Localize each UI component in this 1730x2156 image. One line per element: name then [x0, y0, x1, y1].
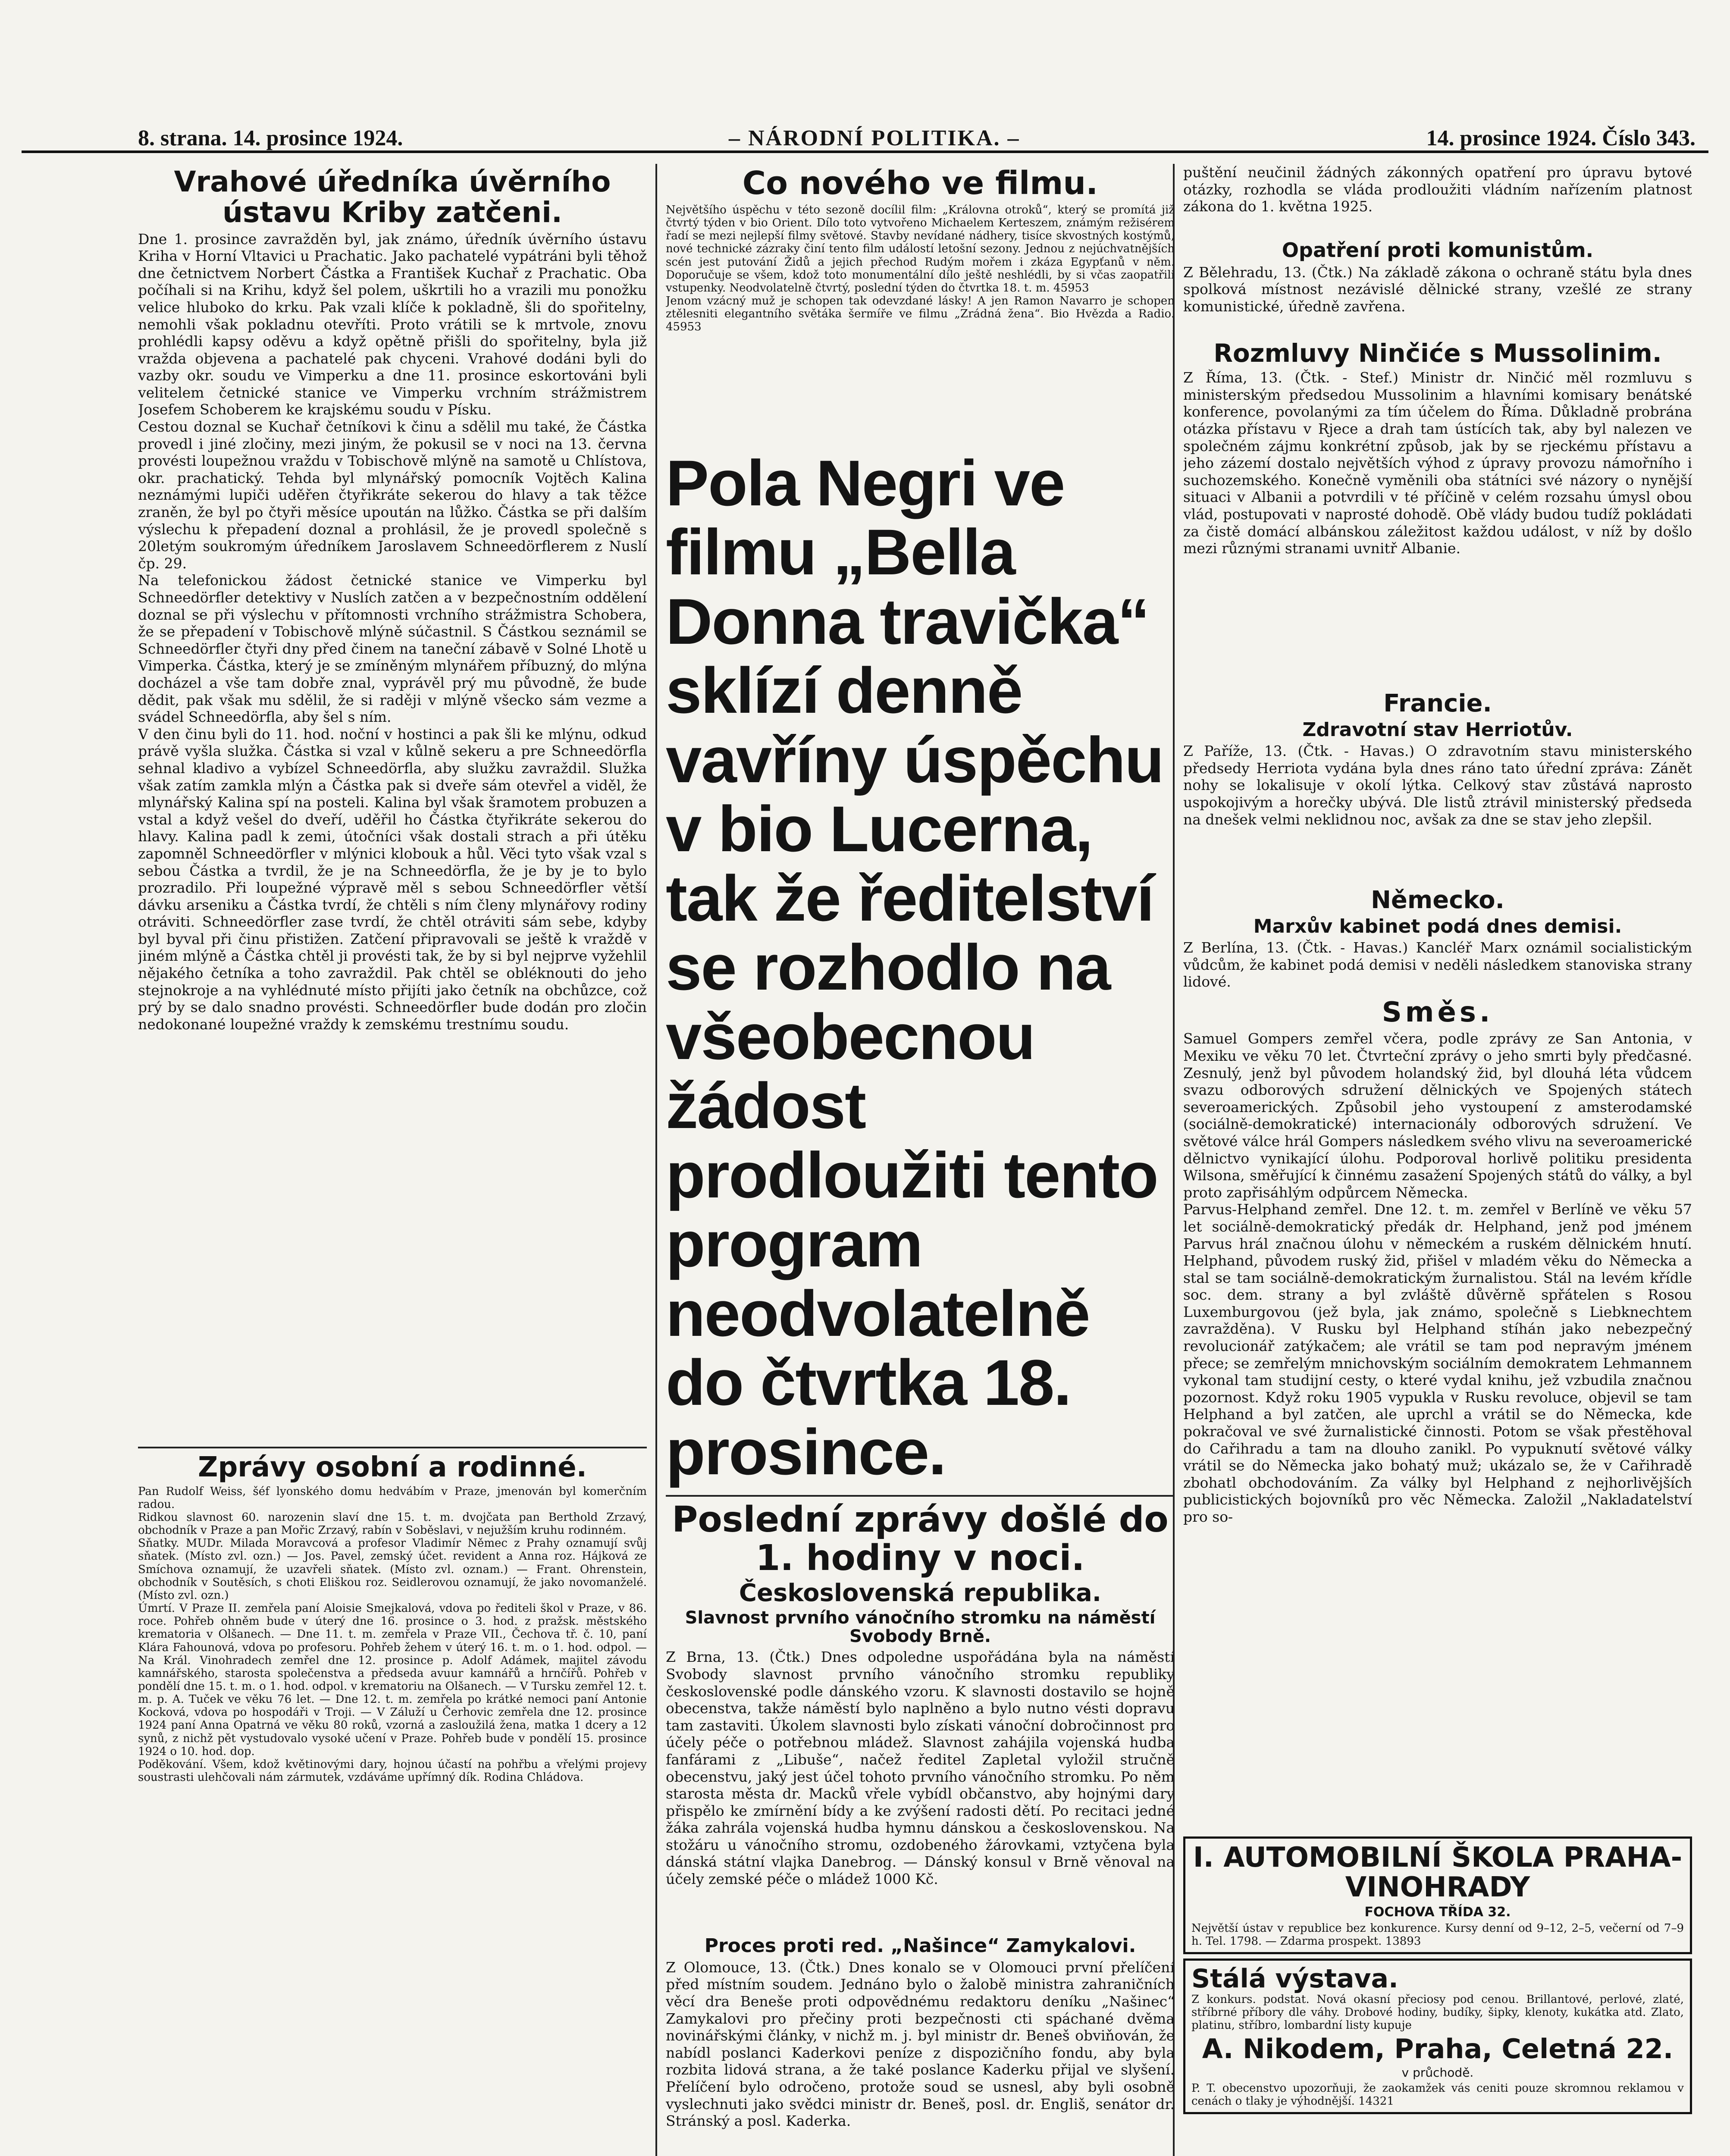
article-housing-cont: puštění neučinil žádných zákonných opatření pro úpravu bytové otázky, rozhodla se vláda prodloužiti vládním nařízením platnost zákona do 1. května 1925.: [1183, 164, 1692, 215]
nikodem-name: A. Nikodem, Praha, Celetná 22.: [1202, 2033, 1674, 2065]
article-marx: Z Berlína, 13. (Čtk. - Havas.) Kancléř Marx oznámil socialistickým vůdcům, že kabinet podá demisi v neděli následkem stanoviska strany lidové.: [1183, 939, 1692, 990]
page-header: [22, 110, 1708, 157]
newspaper-page: [22, 17, 1708, 2156]
article-communists: Z Bělehradu, 13. (Čtk.) Na základě zákona o ochraně státu byla dnes spolková místnost nezávislé dělnické strany, vzešlé ze strany komunistické, úředně zavřena.: [1183, 263, 1692, 315]
column-3: [1173, 164, 1692, 2156]
driving-school-address: FOCHOVA TŘÍDA 32.: [1364, 1904, 1511, 1920]
headline-communists: Opatření proti komunistům.: [1282, 238, 1594, 262]
headline-personal: Zprávy osobní a rodinné.: [198, 1451, 587, 1483]
exhibition-ad: [1183, 1959, 1692, 2114]
article-nincic: Z Říma, 13. (Čtk. - Stef.) Ministr dr. Ninčić měl rozmluvu s ministerským předsedou Mussolinim a hlavními komisary benátské konference, povolanými za tím účelem do Říma. Důkladně probrána otázka přístavu v Rjece a drah tam ústících tak, aby byl nalezen ve společném zájmu konkrétní způsob, jak by se rjeckému přístavu a jeho zázemí dostalo největších výhod z úpravy provozu námořního i suchozemského. Konečně vyměnili oba státníci své názory o nynější situaci v Albanii a potvrdili v té příčině v celém rozsahu úmysl obou vlád, postupovati v naprosté dohodě. Obě vlády budou tudíž pokládati za čistě domácí albánskou záležitost každou událost, v níž by došlo mezi různými stranami uvnitř Albanie.: [1183, 369, 1692, 557]
header-left: 8. strana. 14. prosince 1924.: [138, 126, 403, 150]
section-czechoslovakia: Československá republika.: [739, 1579, 1102, 1607]
header-title: – NÁRODNÍ POLITIKA. –: [729, 126, 1020, 150]
headline-film: Co nového ve filmu.: [742, 165, 1098, 202]
article-personal: Pan Rudolf Weiss, šéf lyonského domu hedvábím v Praze, jmenován byl komerčním radou. Ridkou slavnost 60. narozenin slaví dne 15. t. m. dvojčata pan Berthold Zrzavý, obchodník v Praze a pan Mořic Zrzavý, rabín v Soběslavi, v nejužším kruhu rodinném. Sňatky. MUDr. Milada Moravcová a profesor Vladimír Němec z Prahy oznamují svůj sňatek. (Místo zvl. ozn.) — Jos. Pavel, zemský účet. revident a Anna roz. Hájková ze Smíchova oznamují, že uzavřeli sňatek. (Místo zvl. oznam.) — Frant. Ohrenstein, obchodník v Soutěsích, s choti Eliškou roz. Seidlerovou oznamují, že jako novomanželé. (Místo zvl. ozn.) Úmrtí. V Praze II. zemřela paní Aloisie Smejkalová, vdova po řediteli škol v Praze, v 86. roce. Pohřeb ohněm bude v úterý dne 16. prosince o 3. hod. z pražsk. městského krematoria v Olšanech. — Dne 11. t. m. zemřela v Praze VII., Čechova tř. č. 10, paní Klára Fahounová, vdova po profesoru. Pohřeb žehem v úterý 16. t. m. o 1. hod. odpol. — Na Král. Vinohradech zemřel dne 12. prosince p. Adolf Adámek, majitel závodu kamnářského, starosta společenstva a předseda avuur kamnářů a hrnčířů. Pohřeb v pondělí dne 15. t. m. o 1. hod. odpol. v krematoriu na Olšanech. — V Tursku zemřel 12. t. m. p. A. Tuček ve věku 76 let. — Dne 12. t. m. zemřela po krátké nemoci paní Antonie Kocková, vdova po hospodáři v Troji. — V Záluží u Čerhovic zemřela dne 12. prosince 1924 paní Anna Opatrná ve věku 80 roků, vzorná a zasloužilá žena, matka 1 dcery a 12 synů, z nichž pět vystudovalo vysoké učení v Praze. Pohřeb bude v pondělí 15. prosince 1924 o 10. hod. dop. Poděkování. Všem, kdož květinovými dary, hojnou účastí na pohřbu a vřelými projevy soustrasti ulehčovali nám zármutek, vzdáváme upřímný dík. Rodina Chládova.: [138, 1485, 647, 1784]
article-herriot: Z Paříže, 13. (Čtk. - Havas.) O zdravotním stavu ministerského předsedy Herriota vydána byla dnes ráno tato úřední zpráva: Zánět nohy se lokalisuje v okolí lýtka. Celkový stav zůstává naprosto uspokojivým a horečky ubývá. Dle listů ztrávil ministerský předseda na dnešek velmi neklidnou noc, avšak za dne se stav jeho zlepšil.: [1183, 743, 1692, 828]
column-1: [138, 164, 647, 2156]
headline-murder: Vrahové úředníka úvěrního ústavu Kriby zatčeni.: [174, 165, 611, 229]
headline-herriot: Zdravotní stav Herriotův.: [1302, 718, 1573, 741]
driving-school-text: Největší ústav v republice bez konkurence. Kursy denní od 9–12, 2–5, večerní od 7–9 h. Tel. 1798. — Zdarma prospekt. 13893: [1191, 1921, 1684, 1948]
section-france: Francie.: [1383, 689, 1492, 718]
exhibition-text: Z konkurs. podstat. Nová okasní přeciosy pod cenou. Brillantové, perlové, zlaté, stříbrné příbory dle váhy. Drobové hodiny, budíky, šipky, klenoty, kukátka atd. Zlato, platinu, stříbro, lombardní listy kupuje: [1191, 1993, 1684, 2032]
headline-trial: Proces proti red. „Našince“ Zamykalovi.: [704, 1935, 1136, 1957]
headline-latest: Poslední zprávy došlé do 1. hodiny v noci.: [672, 1499, 1169, 1579]
header-right: 14. prosince 1924. Číslo 343.: [1426, 126, 1696, 150]
article-murder: Dne 1. prosince zavražděn byl, jak známo, úředník úvěrního ústavu Kriha v Horní Vltavici u Prachatic. Jako pachatelé vypátráni byli těhož dne četnictvem Norbert Částka a František Kuchař z Prachatic. Oba počíhali si na Krihu, když šel polem, uškrtili ho a vrazili mu ponožku velice hluboko do krku. Pak vzali klíče k pokladně, šli do spořitelny, nemohli však pokladnu otevříti. Proto vrátili se k mrtvole, znovu prohlédli kapsy oděvu a když opětně přišli do spořitelny, byla již vražda objevena a pachatelé pak chyceni. Vrahové dodáni byli do vazby okr. soudu ve Vimperku a dne 11. prosince eskortováni byli velitelem četnické stanice ve Vimperku vrchním strážmistrem Josefem Schoberem ke krajskému soudu v Písku. Cestou doznal se Kuchař četníkovi k činu a sdělil mu také, že Částka provedl i jiné zločiny, mezi jiným, že pokusil se v noci na 13. června provésti loupežnou vraždu v Tobischově mlýně na samotě u Chlístova, okr. prachatický. Tehda byl mlynářský pomocník Vojtěch Kalina neznámými lupiči uděřen čtyřikráte sekerou do hlavy a tak těžce zraněn, že byl po čtyři měsíce upoután na lůžko. Částka se při dalším výslechu k přepadení doznal a prohlásil, že je provedl společně s 20letým soukromým úředníkem Jaroslavem Schneedörflerem z Nuslí čp. 29. Na telefonickou žádost četnické stanice ve Vimperku byl Schneedörfler detektivy v Nuslích zatčen a v bezpečnostním oddělení doznal se při výslechu v přítomnosti vrchního strážmistra Schobera, že se přepadení v Tobischově mlýně súčastnil. S Částkou seznámil se Schneedörfler čtyři dny před činem na taneční zábavě v Solné Lhotě u Vimperka. Částka, který je se zmíněným mlynářem příbuzný, do mlýna docházel a vše tam dobře znal, vyprávěl prý mu původně, že bude dědit, pak však mu sdělil, že si raději v mlýně všecko sám vezme a svádel Schneedörfla, aby šel s ním. V den činu byli do 11. hod. noční v hostinci a pak šli ke mlýnu, odkud právě vyšla služka. Částka si vzal v kůlně sekeru a pre Schneedörfla sehnal kladivo a vybízel Schneedörfla, aby služku zavraždil. Služka však zatím zamkla mlýn a Částka pak si dveře sám otevřel a viděl, že mlynářský Kalina spí na posteli. Kalina byl však šramotem probuzen a vstal a když vešel do dveří, uděřil ho Částka čtyřikráte sekerou do hlavy. Kalina padl k zemi, útočníci však dostali strach a při útěku zapomněl Schneedörfler v mlýnici klobouk a hůl. Věci tyto však vzal s sebou Částka a tvrdil, že je na Schneedörfla, že je by je to bylo prozradilo. Při loupežné výpravě měl s sebou Schneedörfler větší dávku arseniku a Částka tvrdí, že chtěli s ním členy mlynářovy rodiny otráviti. Schneedörfler zase tvrdí, že chtěl otráviti sám sebe, kdyby byl byval při činu přistižen. Zatčení připravovali se ještě k vraždě v jiném mlýně a Částka chtěl ji provésti tak, že by si byl nejprve vyžehlil nějakého četníka a toho zavraždil. Pak chtěl se obléknouti do jeho stejnokroje a na vyhlédnuté místo přijíti jako četník na obchůzce, což prý by se dalo snadno provésti. Schneedörfler bude dodán pro zločin nedokonané loupežné vraždy k zemskému trestnímu soudu.: [138, 230, 647, 1033]
pola-negri-ad: Pola Negri ve filmu „Bella Donna travička“ sklízí denně vavříny úspěchu v bio Lucerna, tak že ředitelství se rozhodlo na všeobecnou žádost prodloužiti tento program neodvolatelně do čtvrtka 18. prosince.: [666, 446, 1163, 1488]
nikodem-sub: v průchodě.: [1401, 2065, 1474, 2080]
article-trial: Z Olomouce, 13. (Čtk.) Dnes konalo se v Olomouci první přelíčení před místním soudem. Jednáno bylo o žalobě ministra zahraničních věcí dra Beneše proti odpovědnému redaktoru deníku „Našinec“ Zamykalovi pro přečiny proti bezpečnosti cti spáchané dvěma novinářskými články, v nichž m. j. byl ministr dr. Beneš obviňován, že nabídl poslanci Kaderkovi peníze z dispozičního fondu, aby byla rozbita lidová strana, a že také poslance Kaderku přijal ve slyšení. Přelíčení bylo odročeno, protože soud se usnesl, aby byli osobně vyslechnuti jako svědci ministr dr. Beneš, posl. dr. Engliš, senátor dr. Stránský a posl. Kaderka.: [666, 1959, 1175, 2130]
article-misc: Samuel Gompers zemřel včera, podle zprávy ze San Antonia, v Mexiku ve věku 70 let. Čtvrteční zprávy o jeho smrti byly předčasné. Zesnulý, jenž byl původem holandský žid, byl dlouhá léta vůdcem svazu odborových sdružení dělnických ve Spojených státech severoamerických. Způsobil jeho vystoupení z amsterodamské (sociálně-demokratické) internacionály odborových sdružení. Ve světové válce hrál Gompers následkem svého vlivu na severoamerické dělnictvo vynikající úlohu. Podporoval horlivě politiku presidenta Wilsona, směřující k činnému zasažení Spojených států do války, a byl proto zapřisáhlým odpůrcem Německa. Parvus-Helphand zemřel. Dne 12. t. m. zemřel v Berlíně ve věku 57 let sociálně-demokratický předák dr. Helphand, jenž pod jménem Parvus hrál značnou úlohu v německém a ruském dělnickém hnutí. Helphand, původem ruský žid, přišel v mladém věku do Německa a stal se tam sociálně-demokratickým žurnalistou. Stál na levém křídle soc. dem. strany a byl zvláště důvěrně spřátelen s Rosou Luxemburgovou (jež byla, jak známo, společně s Liebknechtem zavražděna). V Rusku byl Helphand stíhán jako nebezpečný revolucionář zatýkačem; ale vrátil se tam pod nepravým jménem přece; se zemřelým mnichovským sociálním demokratem Lehmannem vykonal tam studijní cesty, o které vydal knihu, jež vzbudila značnou pozornost. Když roku 1905 vypukla v Rusku revoluce, objevil se tam Helphand a byl zatčen, ale uprchl a vrátil se do Německa, kde pokračoval ve své žurnalistické činnosti. Potom se však přestěhoval do Cařihradu a tam na dlouho zanikl. Po vypuknutí světové války vrátil se do Německa jako bohatý muž; ukázalo se, že v Cařihradě zbohatl obchodováním. Za války byl Helphand z nejhorlivějších publicistických bojovníků pro věc Německa. Založil „Nakladatelství pro so-: [1183, 1030, 1692, 1525]
section-misc: Směs.: [1382, 997, 1494, 1029]
driving-school-title: I. AUTOMOBILNÍ ŠKOLA PRAHA-VINOHRADY: [1193, 1842, 1683, 1904]
exhibition-title: Stálá výstava.: [1191, 1964, 1398, 1994]
headline-marx: Marxův kabinet podá dnes demisi.: [1253, 915, 1622, 937]
exhibition-note: P. T. obecenstvo upozorňuji, že zaokamžek vás ceniti pouze skromnou reklamou v cenách o tlaky je výhodnější. 14321: [1191, 2081, 1684, 2108]
section-germany: Německo.: [1371, 886, 1504, 915]
column-2: [655, 164, 1175, 2156]
driving-school-ad: [1183, 1836, 1692, 1954]
headline-christmas-tree: Slavnost prvního vánočního stromku na náměstí Svobody Brně.: [685, 1608, 1156, 1647]
article-christmas-tree: Z Brna, 13. (Čtk.) Dnes odpoledne uspořádána byla na náměstí Svobody slavnost prvního vánočního stromku republiky československé podle dánského vzoru. K slavnosti dostavilo se hojně obecenstva, takže náměstí bylo naplněno a bylo nutno vésti dopravu tam zastaviti. Úkolem slavnosti bylo získati vánoční dobročinnost pro účely péče o potřebnou mládež. Slavnost zahájila vojenská hudba fanfárami z „Libuše“, načež ředitel Zapletal vyložil stručně obecenstvu, jaký jest účel tohoto prvního vánočního stromku. Po něm starosta města dr. Macků vřele vybídl občanstvo, aby hojnými dary přispělo ke zmírnění bídy a ke zvýšení radosti dětí. Po recitaci jedné žáka zahrála vojenská hudba hymnu dánskou a československou. Na stožáru u vánočního stromu, ozdobeného žárovkami, vztyčena byla dánská státní vlajka Danebrog. — Dánský konsul v Brně věnoval na účely zemské péče o mládež 1000 Kč.: [666, 1648, 1175, 1888]
headline-nincic: Rozmluvy Ninčiće s Mussolinim.: [1213, 338, 1662, 368]
article-film: Největšího úspěchu v této sezoně docílil film: „Královna otroků“, který se promítá již čtvrtý týden v bio Orient. Dílo toto vytvořeno Michaelem Kerteszem, známým režisérem řadí se mezi nejlepší filmy světové. Stavby nevídané nádhery, tisíce skvostných kostýmů, nové technické zázraky činí tento film událostí letošní sezony. Jednou z nejúchvatnějších scén jest putování Židů a jejich přechod Rudým mořem i zkáza Egypťanů v něm. Doporučuje se všem, kdož toto monumentální dílo ještě neshlédli, by si včas zaopatřili vstupenky. Neodvolatelně čtvrtý, poslední týden do čtvrtka 18. t. m. 45953 Jenom vzácný muž je schopen tak odevzdané lásky! A jen Ramon Navarro je schopen ztělesniti elegantního světáka šermíře ve filmu „Zrádná žena“. Bio Hvězda a Radio. 45953: [666, 203, 1175, 334]
